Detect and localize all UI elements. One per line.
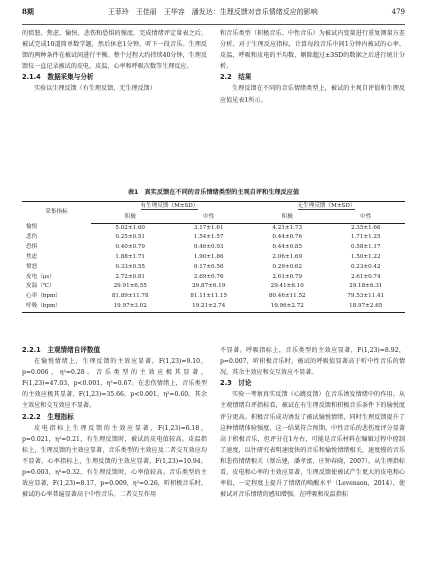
table-cell: 18.97±2.65 [326,302,405,312]
analysis-paragraph: 实验以生理反馈（有生理反馈、无生理反馈） [34,85,156,93]
table-cell: 0.25±0.51 [115,234,145,241]
table-cell: 29.91±6.55 [113,283,147,290]
subheader-positive: 积极 [91,213,170,223]
group-header-with-feedback: 有生理反馈（M±SD） [91,202,248,212]
col-header-indicator: 采集指标 [22,202,91,224]
table-cell: 0.17±0.56 [193,263,224,270]
table-row [22,273,405,283]
table-cell: 19.21±2.74 [169,302,248,312]
page-number: 479 [391,8,405,16]
procedure-paragraph: 的愤怒、焦虑、愉快、悲伤和恐惧的强度。完成情绪评定量表之后，被试完成10道简单数学题，然后休息1分钟，听下一段音乐。生理反馈的两种条件在被试间进行平衡。整个过程大约持续40分钟，生理反馈仪一直记录被试的皮电、皮温、心率和呼吸次数等生理反应。 [22,30,207,71]
table-cell: 2.61±0.79 [272,273,303,280]
section-heading-2-2-1: 2.2.1 主观情绪自评数值 [22,346,101,354]
right-column-top [220,28,405,106]
running-title: 王菲玲 王佳丽 王华容 潘发达：生理反馈对音乐情绪反应的影响 [107,8,318,16]
table-row [22,282,405,292]
table-row [22,292,405,302]
row-label: 焦虑 [26,253,38,260]
section-heading-2-3: 2.3 讨论 [220,379,252,388]
row-label: 皮电（μs） [26,273,55,280]
row-label: 呼吸（bpm） [22,302,91,312]
table-cell: 0.29±0.62 [272,263,303,270]
right-column-bottom [220,345,405,500]
table-cell: 29.18±6.31 [349,283,383,290]
table-cell: 2.61±0.74 [350,273,381,280]
bottom-columns [22,345,405,500]
running-header [22,0,405,25]
table-cell: 1.90±1.86 [193,253,224,260]
issue-number: 8期 [22,7,34,16]
table-cell: 5.02±1.60 [115,224,145,231]
table-cell: 2.06±1.69 [272,253,303,260]
table-cell: 2.72±0.81 [115,273,145,280]
table-cell: 80.46±11.52 [268,293,306,300]
table-cell: 19.97±3.02 [91,302,170,312]
analysis-paragraph-cont: 和音乐类型（积极音乐、中性音乐）为被试内变量进行重复测量方差分析。对于生理反应指标，计算每段音乐中间1分钟内被试的心率、皮温、呼吸和皮电的平均数，剔除超过±3SD的数据之后进行统计分析。 [220,30,405,71]
row-label: 恐惧 [26,244,38,251]
row-label: 皮温（℃） [26,283,55,290]
table-cell: 2.35±1.66 [350,224,381,231]
table-row [22,233,405,243]
table-row [22,253,405,263]
results-paragraph: 生理反馈在不同的音乐情绪类型上，被试的主观自评值和生理反应值见表1所示。 [220,85,405,104]
table-cell: 1.88±1.71 [115,253,145,260]
subheader-positive: 积极 [248,213,327,223]
table-row [22,223,405,233]
table-cell: 0.44±0.76 [272,234,303,241]
table-cell: 1.50±1.22 [350,253,381,260]
table-cell: 2.69±0.76 [193,273,224,280]
table-cell: 4.21±1.73 [272,224,303,231]
table-cell: 29.41±6.10 [270,283,304,290]
group-header-without-feedback: 无生理反馈（M±SD） [248,202,405,212]
subheader-neutral: 中性 [169,213,248,223]
table-row [22,302,405,312]
table-caption: 表1 真实反馈在不同的音乐情绪类型的主观自评和生理反应值 [127,189,300,196]
row-label: 愉悦 [26,224,38,231]
table-cell: 0.58±1.17 [350,244,381,251]
table-cell: 19.96±2.72 [248,302,327,312]
table-cell: 0.23±0.42 [350,263,381,270]
data-table [22,201,405,313]
table-cell: 81.89±11.78 [111,293,149,300]
table-cell: 1.71±1.25 [350,234,381,241]
table-cell: 0.40±0.79 [115,244,145,251]
table-cell: 3.17±1.61 [193,224,224,231]
section-heading-2-2-2: 2.2.2 生理指标 [22,412,74,421]
table-1 [22,188,405,313]
table-cell: 81.11±11.15 [190,293,228,300]
row-label: 心率（bpm） [26,293,61,300]
table-row [22,263,405,273]
table-cell: 1.54±1.57 [193,234,224,241]
table-row [22,243,405,253]
section-heading-2-1-4: 2.1.4 数据采集与分析 [22,73,94,82]
table-cell: 0.46±0.93 [193,244,224,251]
top-columns [22,28,405,106]
table-cell: 0.33±0.55 [115,263,145,270]
table-cell: 79.53±11.41 [347,293,385,300]
physiological-results-paragraph: 皮电指标上生理反馈的主效应显著，F(1,23)=6.18，p=0.021，η²=0.21，有生理反馈时，被试的皮电值较高。皮温指标上，生理反馈的主效应显著，音乐类型的主效应及二者交互效应均不显著。心率指标上，生理反馈的主效应显著，F(1,23)=10.94，p=0.003，η²=0.32，有生理反馈时，心率值较高。音乐类型的主效应显著，F(1,23)=8.17，p=0.009，η²=0.26，听积极音乐时，被试的心率普遍显著高于中性音乐。二者交互作用 [22,424,207,499]
table-cell: 0.44±0.85 [272,244,303,251]
discussion-paragraph: 实验一考察真实反馈（心跳反馈）在音乐诱发情绪中的作用。从主观情绪自评指标看，被试在有生理反馈和积极音乐条件下的愉悦度评分更高。积极音乐成功诱发了被试愉悦情绪，同时生理反馈提升了这种情绪体验强度，这一结果符合预期。中性音乐的悲伤度评分显著高于积极音乐，但评分在1左右，可能是音乐材料在编辑过程中控制了速度，以往研究表明速度快的音乐和愉悦情绪相关，速度慢的音乐和悲伤情绪相关（蔡岳建，潘孝富，庄钟春晓，2007）。从生理指标看，皮电和心率的主效应显著，生理反馈使被试产生更大的皮电和心率值，一定程度上提升了情绪的唤醒水平（Levenson，2014），使被试对音乐情绪的感知增强。在呼吸和皮温指标 [220,391,405,499]
subjective-results-paragraph: 在愉悦情绪上，生理反馈的主效应显著，F(1,23)=9.10，p=0.006，η²=0.28。音乐类型的主效应极其显著，F(1,23)=47.03，p<0.001，η²=0.67。在悲伤情绪上，音乐类型的主效应极其显著，F(1,23)=35.66，p<0.001，η²=0.60。其余主效应和交互效应不显著。 [22,358,207,410]
section-heading-2-2: 2.2 结果 [220,73,252,82]
left-column-top [22,28,207,106]
table-cell: 29.87±6.19 [192,283,226,290]
row-label: 愤怒 [26,263,38,270]
physiological-results-cont: 不显著。呼吸指标上，音乐类型的主效应显著，F(1,23)=8.92，p=0.007，听积极音乐时，被试的呼吸值显著高于听中性音乐的情况。其余主效应和交互效应不显著。 [220,347,405,377]
left-column-bottom [22,345,207,500]
row-label: 悲伤 [26,234,38,241]
subheader-neutral: 中性 [326,213,405,223]
